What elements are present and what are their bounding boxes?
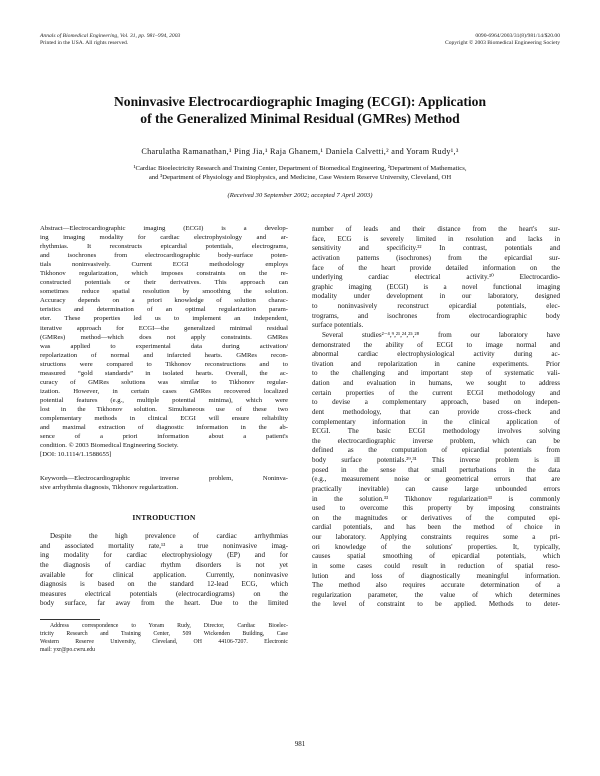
text-line: ing imaging modality for cardiac electrophysiology and ar- xyxy=(40,234,288,242)
text-line: structions were compared to Tikhonov reconstructions and to xyxy=(40,360,288,368)
text-line: ing modality for cardiac electrophysiology (EP) and for xyxy=(40,551,288,560)
text-line: was applied to experimental data during activation/ xyxy=(40,342,288,350)
text-line: on the magnitudes or derivatives of the computed epi- xyxy=(312,513,560,522)
text-line: surface potentials. xyxy=(312,321,364,330)
text-line: the diagnosis of cardiac rhythm disorders is not yet xyxy=(40,560,288,569)
text-line: modality under development in our laboratory, designed xyxy=(312,292,560,301)
text-line: and maximal extraction of diagnostic information in the ab- xyxy=(40,424,288,432)
text-line: constructed potentials or their derivatives. This approach can xyxy=(40,279,288,287)
abstract xyxy=(40,224,288,459)
text-line: Address correspondence to Yoram Rudy, Director, Cardiac Bioelec- xyxy=(50,623,288,629)
text-line: sence of a priori information about a patient's xyxy=(40,433,288,441)
issn-block xyxy=(445,33,560,47)
text-line: Western Reserve University, Cleveland, OH 44106-7207. Electronic xyxy=(40,639,288,645)
issn-line: 0090-6964/2003/31(8)/981/14/$20.00 xyxy=(475,33,560,39)
text-line: [DOI: 10.1114/1.1588655] xyxy=(40,451,112,459)
text-line: Accuracy depends on a priori knowledge of solution charac- xyxy=(40,297,288,305)
copyright-line: Copyright © 2003 Biomedical Engineering Society xyxy=(444,40,560,46)
text-line: tivation and repolarization in canine experiments. Prior xyxy=(312,359,560,368)
text-line: activation patterns (isochrones) from the epicardial sur- xyxy=(312,253,560,262)
title-line-1: Noninvasive Electrocardiographic Imaging (ECGI): Application xyxy=(113,94,487,109)
text-line: dent methodology, that can provide cross-check and xyxy=(312,407,560,416)
text-line: available for clinical application. Currently, noninvasive xyxy=(40,570,288,579)
text-line: causes spatial smoothing of epicardial potentials, which xyxy=(312,552,560,561)
text-line: complementary information in the clinical application of xyxy=(312,417,560,426)
text-line: and isochrones from electrocardiographic body-surface poten- xyxy=(40,252,288,260)
text-line: Abstract—Electrocardiographic imaging (ECGI) is a develop- xyxy=(40,225,288,232)
text-line: measured “gold standards” in isolated hearts. Overall, the ac- xyxy=(40,369,288,377)
text-line: teristics and determination of an optimal regularization param- xyxy=(40,306,288,314)
text-line: regularization parameter, the value of which determines xyxy=(312,590,560,599)
text-line: measures electrical potentials (electrocardiograms) on the xyxy=(40,589,288,598)
text-line: repolarization of normal and infarcted hearts. GMRes recon- xyxy=(40,351,288,359)
text-line: tricity Research and Training Center, 509 Wickenden Building, Case xyxy=(40,631,288,637)
text-line: complementary methods in clinical ECGI will ensure reliability xyxy=(40,414,288,422)
text-line: Despite the high prevalence of cardiac arrhythmias xyxy=(50,532,288,540)
text-line: body surface, far away from the heart. Due to the limited xyxy=(40,599,288,608)
affiliation-line-1: ¹Cardiac Bioelectricity Research and Training Center, Department of Biomedical Engineering, ²Department of Mathematics, xyxy=(133,165,467,172)
text-line: lost in the Tikhonov solution. Simultaneous use of these two xyxy=(40,405,288,413)
text-line: to noninvasively reconstruct epicardial potentials, elec- xyxy=(312,302,560,310)
footnote-rule xyxy=(40,619,100,620)
keywords xyxy=(40,474,288,492)
text-line: to devise a complementary approach, based on indepen- xyxy=(312,398,560,407)
text-line: trograms, and isochrones from electrocardiographic body xyxy=(312,311,560,320)
received-dates: (Received 30 September 2002; accepted 7 April 2003) xyxy=(227,192,373,199)
text-line: tials noninvasively. Current ECGI methodology employs xyxy=(40,261,288,269)
text-line: Tikhonov regularization, which imposes constraints on the re- xyxy=(40,270,288,278)
section-heading-introduction: INTRODUCTION xyxy=(132,513,196,522)
text-line: curacy of GMRes solutions was similar to Tikhonov regular- xyxy=(40,378,288,386)
text-line: face of the heart provide detailed information on the xyxy=(312,263,560,272)
text-line: (e.g., measurement noise or geometrical errors that are xyxy=(312,475,560,484)
text-line: and associated mortality rate,¹³ a true noninvasive imag- xyxy=(40,541,288,550)
affiliation-line-2: and ³Department of Physiology and Biophysics, and Medicine, Case Western Reserve University, Cleveland, OH xyxy=(148,173,452,181)
text-line: sive arrhythmia diagnosis, Tikhonov regularization. xyxy=(40,484,179,492)
text-line: dation and evaluation in humans, we sought to address xyxy=(312,379,560,387)
text-line: (GMRes) method—which does not apply constraints. GMRes xyxy=(40,333,288,341)
affiliations xyxy=(60,165,540,182)
paper-title xyxy=(40,93,560,127)
text-line: body surface potentials.²⁹,³¹ This inverse problem is ill xyxy=(312,456,560,464)
title-line-2: of the Generalized Minimal Residual (GMRes) Method xyxy=(140,111,460,126)
text-line: condition. © 2003 Biomedical Engineering Society. xyxy=(40,442,179,450)
text-line: rhythmias. It reconstructs epicardial potentials, electrograms, xyxy=(40,243,288,251)
text-line: The method also requires accurate determination of a xyxy=(312,581,560,590)
text-line: number of leads and their distance from the heart's sur- xyxy=(312,225,560,233)
text-line: lution and loss of diagnostically meaningful information. xyxy=(312,571,560,580)
text-line: used to overcome this property by imposing constraints xyxy=(312,504,560,513)
text-line: the level of constraint to be applied. Methods to deter- xyxy=(312,600,560,609)
journal-citation xyxy=(40,33,180,47)
text-line: mail: yxr@po.cwru.edu xyxy=(40,647,96,653)
text-line: eter. These properties led us to implement an independent, xyxy=(40,315,288,323)
text-line: potential features (e.g., multiple potential minima), which were xyxy=(40,396,288,404)
footnote xyxy=(40,622,288,654)
text-line: to the challenging and important step of systematic vali- xyxy=(312,369,560,378)
text-line: diagnosis is based on the standard 12-lead ECG, which xyxy=(40,580,288,589)
text-line: posed in the sense that small perturbations in the data xyxy=(312,465,560,474)
text-line: underlying cardiac electrical activity.³⁰ Electrocardio- xyxy=(312,273,560,282)
text-line: iterative approach for ECGI—the generalized minimal residual xyxy=(40,324,288,332)
text-line: in some cases could result in reduction of spatial reso- xyxy=(312,561,560,570)
text-line: demonstrated the ability of ECGI to image normal and xyxy=(312,340,560,349)
text-line: in the solution.³³ Tikhonov regularization³³ is commonly xyxy=(312,494,560,503)
text-line: our laboratory. Applying constraints requires some a pri- xyxy=(312,533,560,541)
text-line: practically inevitable) can cause large unbounded errors xyxy=(312,484,560,493)
text-line: ization. However, in certain cases GMRes recovered localized xyxy=(40,387,288,395)
text-line: ori knowledge of the solutions' properties. It, typically, xyxy=(312,542,560,551)
text-line: face, ECG is severely limited in resolution and lacks in xyxy=(312,234,560,243)
text-line: certain properties of the current ECGI methodology and xyxy=(312,388,560,397)
text-line: sometimes reduce spatial resolution by smoothing the solution. xyxy=(40,288,288,296)
rights-line: Printed in the USA. All rights reserved. xyxy=(40,40,129,46)
text-line: ECGI. The basic ECGI methodology involves solving xyxy=(312,427,560,436)
text-line: Keywords—Electrocardiographic inverse problem, Noninva- xyxy=(40,475,288,482)
text-line: the electrocardiographic inverse problem, which can be xyxy=(312,436,560,445)
author-list: Charulatha Ramanathan,¹ Ping Jia,¹ Raja Ghanem,¹ Daniela Calvetti,² and Yoram Rudy¹,³ xyxy=(141,147,459,156)
text-line: graphic imaging (ECGI) is a novel functional imaging xyxy=(312,282,560,291)
text-line: cardial potentials, and has been the method of choice in xyxy=(312,523,560,532)
intro-paragraph xyxy=(40,532,288,609)
journal-line: Annals of Biomedical Engineering, Vol. 31, pp. 981–994, 2003 xyxy=(40,33,181,39)
text-line: Several studies²⁻⁴,⁹,²¹,²⁴,²⁵,²⁸ from our laboratory have xyxy=(322,330,560,339)
text-line: defined as the computation of epicardial potentials from xyxy=(312,446,560,455)
text-line: sensitivity and specificity.²² In contrast, potentials and xyxy=(312,244,560,253)
text-line: abnormal cardiac electrophysiological activity during ac- xyxy=(312,350,560,359)
page-number: 981 xyxy=(294,740,306,748)
right-column-text xyxy=(312,225,560,610)
